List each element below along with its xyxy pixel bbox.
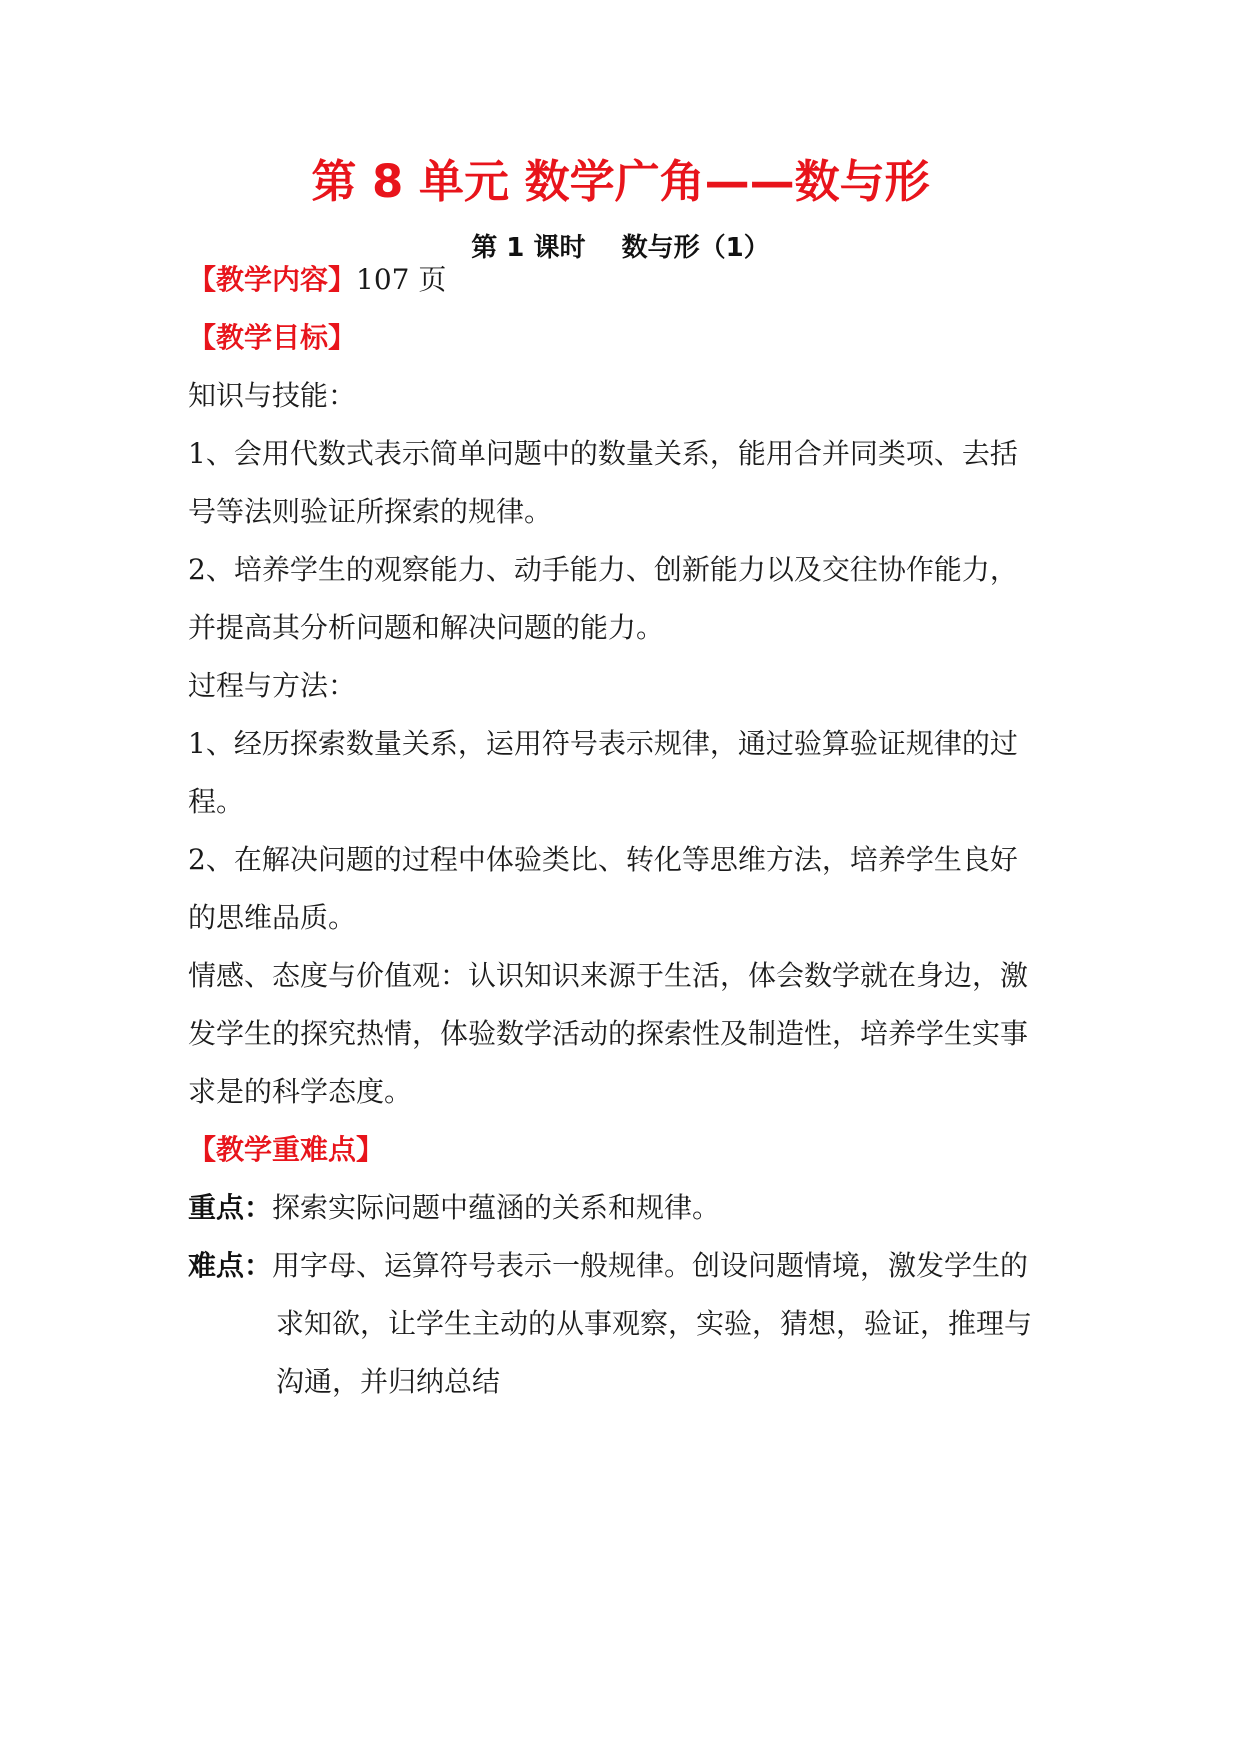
teaching-content-heading: 【教学内容】 <box>188 263 357 296</box>
unit-title: 第 8 单元 数学广角——数与形 <box>311 155 930 208</box>
teaching-content-value: 107 页 <box>356 263 447 296</box>
emotion-values-line-1: 情感、态度与价值观：认识知识来源于生活，体会数学就在身边，激 <box>188 959 1029 992</box>
difficult-point-text-line-2: 求知欲，让学生主动的从事观察，实验，猜想，验证，推理与 <box>276 1307 1033 1340</box>
knowledge-skills-label: 知识与技能： <box>188 379 357 412</box>
emotion-values-line-3: 求是的科学态度。 <box>188 1075 413 1108</box>
key-point-row <box>188 1188 1068 1228</box>
knowledge-item-2-line-1: 2、培养学生的观察能力、动手能力、创新能力以及交往协作能力， <box>188 553 1018 586</box>
lesson-subtitle: 第 1 课时 数与形（1） <box>471 233 770 263</box>
key-difficult-heading: 【教学重难点】 <box>188 1133 385 1166</box>
key-difficult-heading-row <box>188 1130 1068 1170</box>
process-item-1-line-2: 程。 <box>188 785 245 818</box>
process-item-2-line-2: 的思维品质。 <box>188 901 357 934</box>
emotion-values-line-2: 发学生的探究热情，体验数学活动的探索性及制造性，培养学生实事 <box>188 1017 1029 1050</box>
knowledge-item-1-line-2: 号等法则验证所探索的规律。 <box>188 495 553 528</box>
knowledge-item-1-line-1: 1、会用代数式表示简单问题中的数量关系，能用合并同类项、去括 <box>188 437 1018 470</box>
difficult-point-label: 难点： <box>188 1249 273 1282</box>
difficult-point-text-line-3: 沟通，并归纳总结 <box>276 1365 501 1398</box>
teaching-objectives-heading-row <box>188 318 1068 358</box>
difficult-point-text-line-1: 用字母、运算符号表示一般规律。创设问题情境，激发学生的 <box>272 1249 1029 1282</box>
knowledge-item-2-line-2: 并提高其分析问题和解决问题的能力。 <box>188 611 665 644</box>
key-point-label: 重点： <box>188 1191 273 1224</box>
process-methods-label: 过程与方法： <box>188 669 357 702</box>
process-item-2-line-1: 2、在解决问题的过程中体验类比、转化等思维方法，培养学生良好 <box>188 843 1018 876</box>
difficult-point-row <box>188 1246 1068 1286</box>
teaching-content-row <box>188 260 1068 300</box>
process-item-1-line-1: 1、经历探索数量关系，运用符号表示规律，通过验算验证规律的过 <box>188 727 1018 760</box>
teaching-objectives-heading: 【教学目标】 <box>188 321 357 354</box>
key-point-text: 探索实际问题中蕴涵的关系和规律。 <box>272 1191 721 1224</box>
